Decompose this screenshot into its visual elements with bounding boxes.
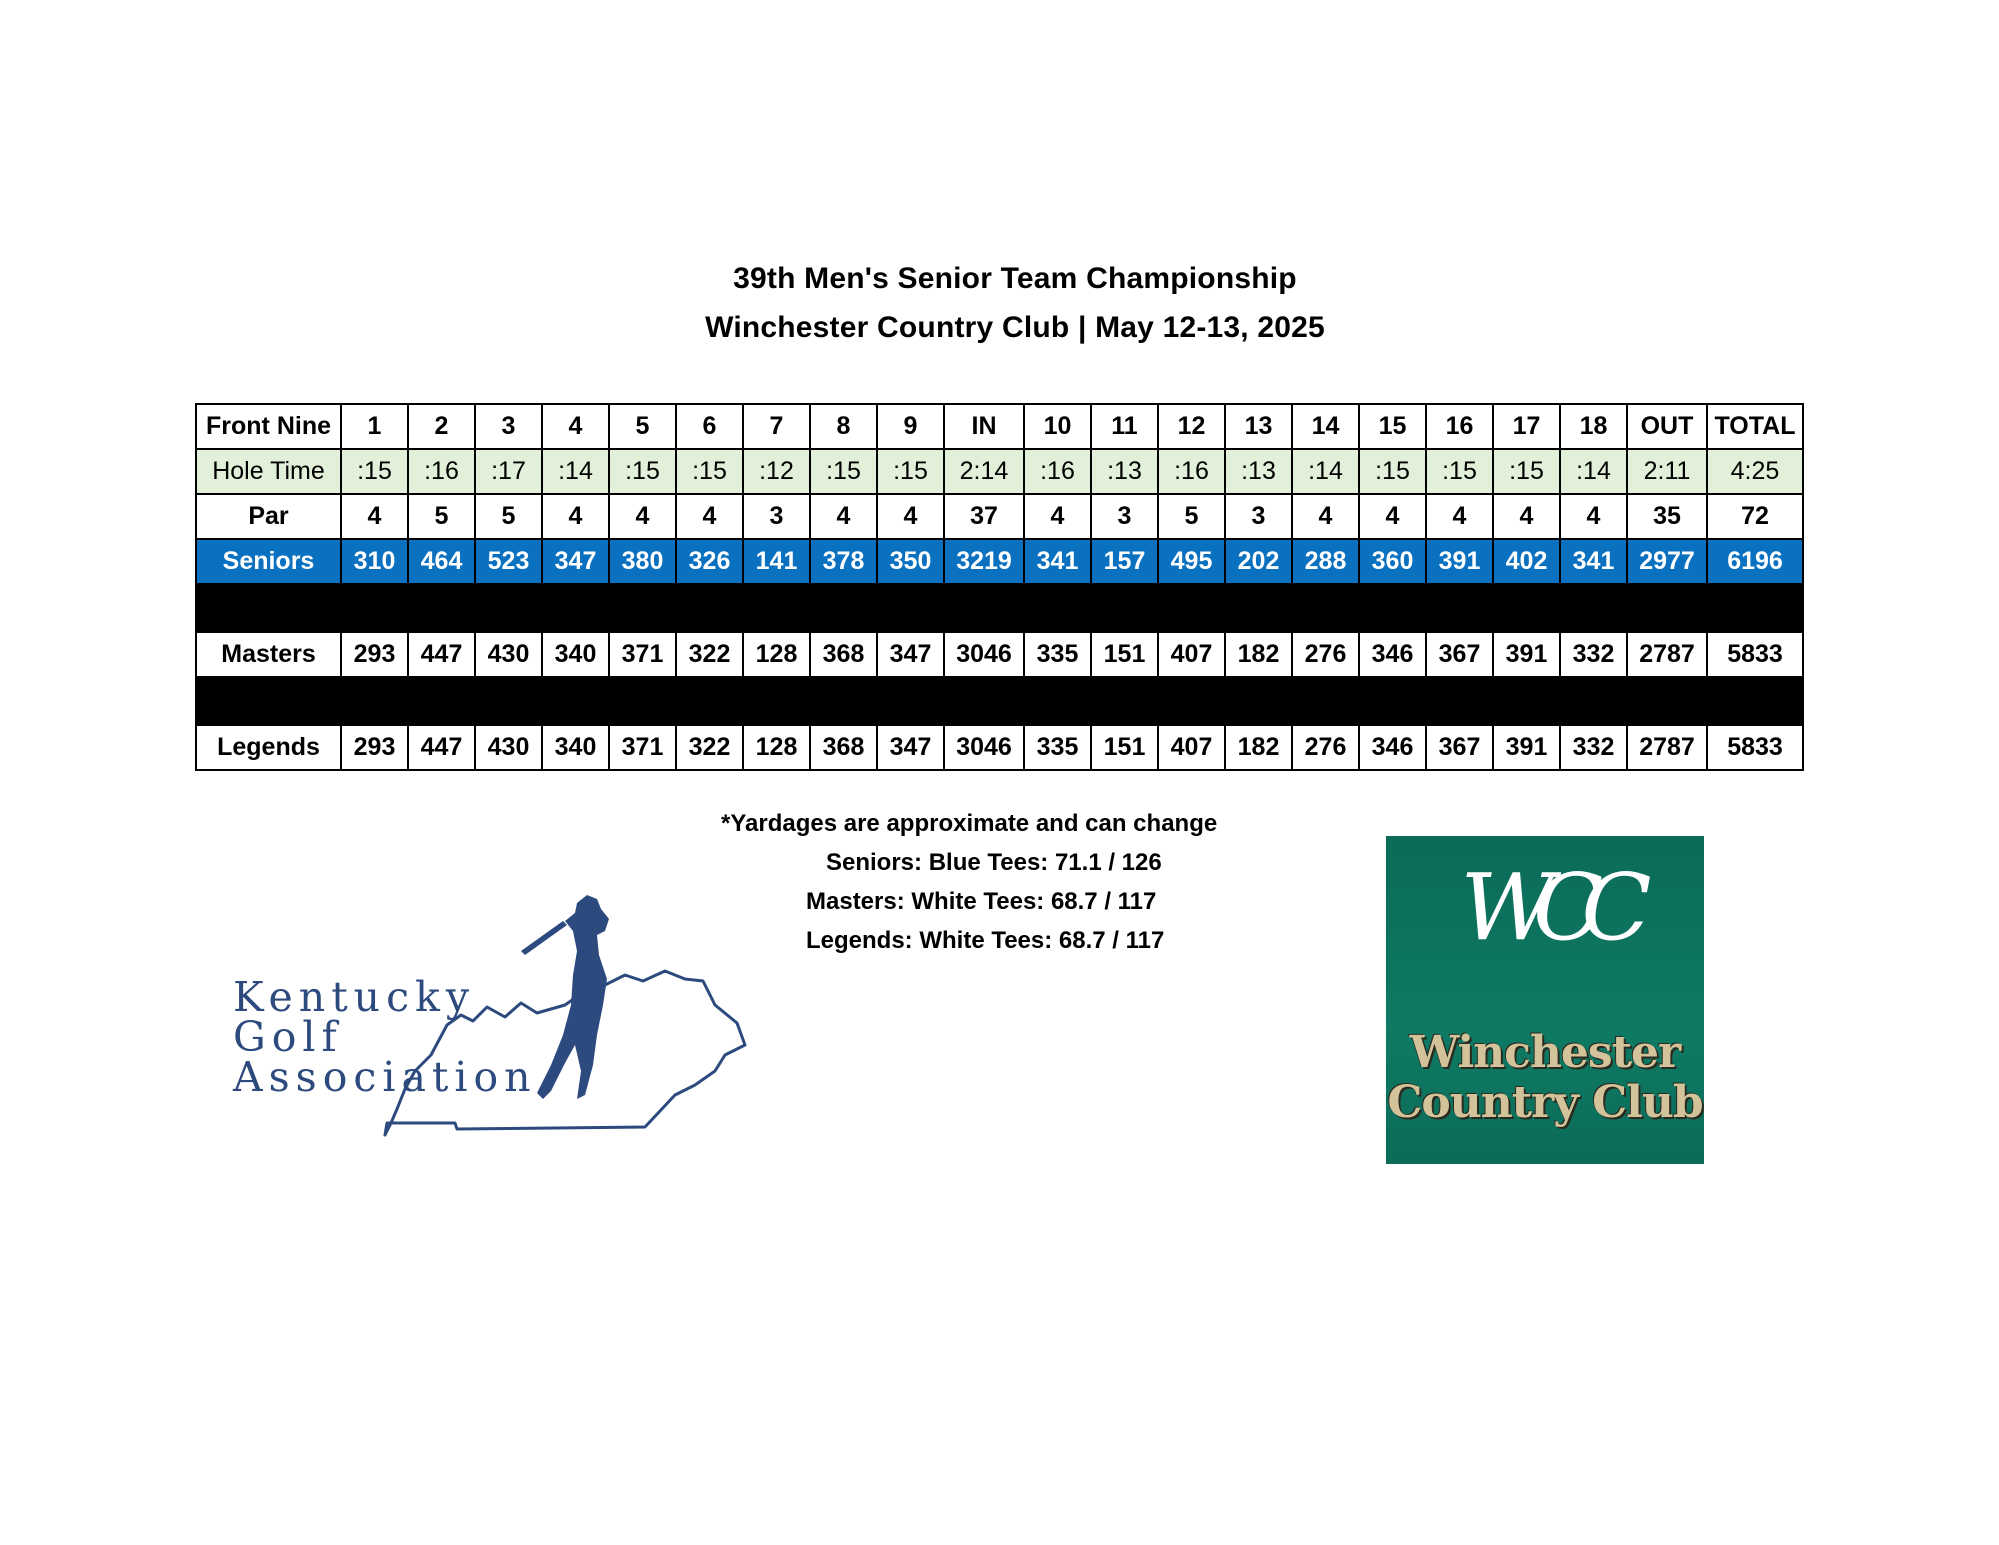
seniors-cell: 402 — [1493, 539, 1560, 584]
masters-cell: 391 — [1493, 632, 1560, 677]
par-row — [196, 494, 1803, 539]
hole-time-cell: :14 — [1292, 449, 1359, 494]
masters-cell: 322 — [676, 632, 743, 677]
masters-cell: 151 — [1091, 632, 1158, 677]
par-cell: 4 — [1560, 494, 1627, 539]
legends-cell: 151 — [1091, 725, 1158, 770]
seniors-cell: 6196 — [1707, 539, 1803, 584]
masters-cell: 407 — [1158, 632, 1225, 677]
par-cell: 5 — [408, 494, 475, 539]
hole-time-cell: :16 — [408, 449, 475, 494]
seniors-cell: 3219 — [944, 539, 1024, 584]
par-cell: 72 — [1707, 494, 1803, 539]
legends-cell: 276 — [1292, 725, 1359, 770]
header-cell: 3 — [475, 404, 542, 449]
masters-label-cell: Masters — [196, 632, 341, 677]
hole-time-cell: :15 — [676, 449, 743, 494]
legends-cell: 3046 — [944, 725, 1024, 770]
hole-time-cell: :15 — [810, 449, 877, 494]
seniors-label-cell: Seniors — [196, 539, 341, 584]
masters-cell: 332 — [1560, 632, 1627, 677]
legends-cell: 332 — [1560, 725, 1627, 770]
seniors-cell: 157 — [1091, 539, 1158, 584]
kga-word-golf: Golf — [233, 1013, 343, 1061]
hole-time-label-cell: Hole Time — [196, 449, 341, 494]
seniors-cell: 341 — [1560, 539, 1627, 584]
seniors-cell: 326 — [676, 539, 743, 584]
masters-rating: Masters: White Tees: 68.7 / 117 — [806, 888, 1157, 915]
masters-cell: 347 — [877, 632, 944, 677]
seniors-cell: 288 — [1292, 539, 1359, 584]
hole-time-cell: :13 — [1091, 449, 1158, 494]
seniors-cell: 378 — [810, 539, 877, 584]
separator-bar — [196, 584, 1803, 632]
hole-time-cell: :16 — [1024, 449, 1091, 494]
header-cell: IN — [944, 404, 1024, 449]
par-cell: 4 — [810, 494, 877, 539]
header-cell: 4 — [542, 404, 609, 449]
header-cell: 15 — [1359, 404, 1426, 449]
par-cell: 4 — [1292, 494, 1359, 539]
masters-cell: 335 — [1024, 632, 1091, 677]
hole-time-cell: :15 — [877, 449, 944, 494]
masters-cell: 340 — [542, 632, 609, 677]
hole-time-cell: :12 — [743, 449, 810, 494]
masters-cell: 3046 — [944, 632, 1024, 677]
separator-row — [196, 584, 1803, 632]
par-cell: 3 — [1225, 494, 1292, 539]
header-cell: 11 — [1091, 404, 1158, 449]
par-cell: 5 — [1158, 494, 1225, 539]
legends-cell: 430 — [475, 725, 542, 770]
legends-cell: 340 — [542, 725, 609, 770]
par-cell: 4 — [1359, 494, 1426, 539]
separator-bar — [196, 677, 1803, 725]
legends-cell: 335 — [1024, 725, 1091, 770]
seniors-rating: Seniors: Blue Tees: 71.1 / 126 — [826, 849, 1162, 876]
par-cell: 4 — [877, 494, 944, 539]
par-cell: 37 — [944, 494, 1024, 539]
seniors-cell: 380 — [609, 539, 676, 584]
seniors-cell: 141 — [743, 539, 810, 584]
kga-word-association: Association — [233, 1053, 537, 1101]
header-cell: 8 — [810, 404, 877, 449]
legends-cell: 2787 — [1627, 725, 1707, 770]
masters-cell: 346 — [1359, 632, 1426, 677]
legends-cell: 128 — [743, 725, 810, 770]
hole-time-cell: 2:14 — [944, 449, 1024, 494]
header-cell: OUT — [1627, 404, 1707, 449]
seniors-cell: 202 — [1225, 539, 1292, 584]
masters-cell: 128 — [743, 632, 810, 677]
header-cell: 9 — [877, 404, 944, 449]
masters-cell: 293 — [341, 632, 408, 677]
separator-row — [196, 677, 1803, 725]
masters-cell: 447 — [408, 632, 475, 677]
seniors-cell: 495 — [1158, 539, 1225, 584]
header-cell: 7 — [743, 404, 810, 449]
par-cell: 4 — [1493, 494, 1560, 539]
par-cell: 35 — [1627, 494, 1707, 539]
par-cell: 4 — [341, 494, 408, 539]
masters-cell: 371 — [609, 632, 676, 677]
header-cell: 17 — [1493, 404, 1560, 449]
page-title: 39th Men's Senior Team Championship — [733, 262, 1297, 295]
legends-cell: 371 — [609, 725, 676, 770]
hole-time-cell: :15 — [1359, 449, 1426, 494]
header-cell: 12 — [1158, 404, 1225, 449]
legends-row — [196, 725, 1803, 770]
header-cell: 10 — [1024, 404, 1091, 449]
legends-cell: 368 — [810, 725, 877, 770]
legends-cell: 447 — [408, 725, 475, 770]
kentucky-golf-association-logo — [225, 895, 755, 1145]
hole-time-cell: :15 — [1426, 449, 1493, 494]
par-cell: 4 — [676, 494, 743, 539]
hole-time-cell: :13 — [1225, 449, 1292, 494]
hole-time-cell: 2:11 — [1627, 449, 1707, 494]
legends-cell: 347 — [877, 725, 944, 770]
hole-time-cell: :17 — [475, 449, 542, 494]
masters-cell: 2787 — [1627, 632, 1707, 677]
hole-time-cell: :15 — [341, 449, 408, 494]
masters-cell: 5833 — [1707, 632, 1803, 677]
wcc-monogram: WCC — [1460, 854, 1630, 961]
par-cell: 5 — [475, 494, 542, 539]
legends-cell: 293 — [341, 725, 408, 770]
yardage-disclaimer: *Yardages are approximate and can change — [721, 810, 1218, 837]
masters-row — [196, 632, 1803, 677]
seniors-cell: 347 — [542, 539, 609, 584]
par-cell: 4 — [542, 494, 609, 539]
par-cell: 4 — [1024, 494, 1091, 539]
hole-time-cell: :14 — [542, 449, 609, 494]
seniors-cell: 2977 — [1627, 539, 1707, 584]
seniors-cell: 523 — [475, 539, 542, 584]
legends-cell: 5833 — [1707, 725, 1803, 770]
par-cell: 4 — [609, 494, 676, 539]
seniors-cell: 391 — [1426, 539, 1493, 584]
header-cell: 5 — [609, 404, 676, 449]
seniors-row — [196, 539, 1803, 584]
kga-word-kentucky: Kentucky — [233, 973, 476, 1021]
scorecard-table — [195, 403, 1804, 771]
legends-cell: 182 — [1225, 725, 1292, 770]
hole-time-row — [196, 449, 1803, 494]
seniors-cell: 310 — [341, 539, 408, 584]
legends-cell: 346 — [1359, 725, 1426, 770]
legends-label-cell: Legends — [196, 725, 341, 770]
winchester-country-club-logo — [1386, 836, 1704, 1164]
page-subtitle: Winchester Country Club | May 12-13, 2025 — [705, 311, 1325, 344]
par-cell: 3 — [743, 494, 810, 539]
seniors-cell: 341 — [1024, 539, 1091, 584]
seniors-cell: 464 — [408, 539, 475, 584]
par-cell: 4 — [1426, 494, 1493, 539]
header-cell: 16 — [1426, 404, 1493, 449]
header-cell: 18 — [1560, 404, 1627, 449]
par-label-cell: Par — [196, 494, 341, 539]
masters-cell: 367 — [1426, 632, 1493, 677]
legends-cell: 322 — [676, 725, 743, 770]
hole-time-cell: 4:25 — [1707, 449, 1803, 494]
header-cell: 6 — [676, 404, 743, 449]
masters-cell: 276 — [1292, 632, 1359, 677]
masters-cell: 430 — [475, 632, 542, 677]
header-label-cell: Front Nine — [196, 404, 341, 449]
header-cell: 1 — [341, 404, 408, 449]
hole-time-cell: :15 — [1493, 449, 1560, 494]
wcc-name-line1: Winchester — [1409, 1027, 1681, 1078]
legends-rating: Legends: White Tees: 68.7 / 117 — [806, 927, 1165, 954]
hole-time-cell: :15 — [609, 449, 676, 494]
header-cell: TOTAL — [1707, 404, 1803, 449]
hole-time-cell: :14 — [1560, 449, 1627, 494]
legends-cell: 391 — [1493, 725, 1560, 770]
header-cell: 13 — [1225, 404, 1292, 449]
header-cell: 2 — [408, 404, 475, 449]
hole-time-cell: :16 — [1158, 449, 1225, 494]
wcc-name-line2: Country Club — [1387, 1077, 1703, 1128]
masters-cell: 182 — [1225, 632, 1292, 677]
seniors-cell: 360 — [1359, 539, 1426, 584]
masters-cell: 368 — [810, 632, 877, 677]
par-cell: 3 — [1091, 494, 1158, 539]
legends-cell: 367 — [1426, 725, 1493, 770]
seniors-cell: 350 — [877, 539, 944, 584]
header-row — [196, 404, 1803, 449]
header-cell: 14 — [1292, 404, 1359, 449]
legends-cell: 407 — [1158, 725, 1225, 770]
